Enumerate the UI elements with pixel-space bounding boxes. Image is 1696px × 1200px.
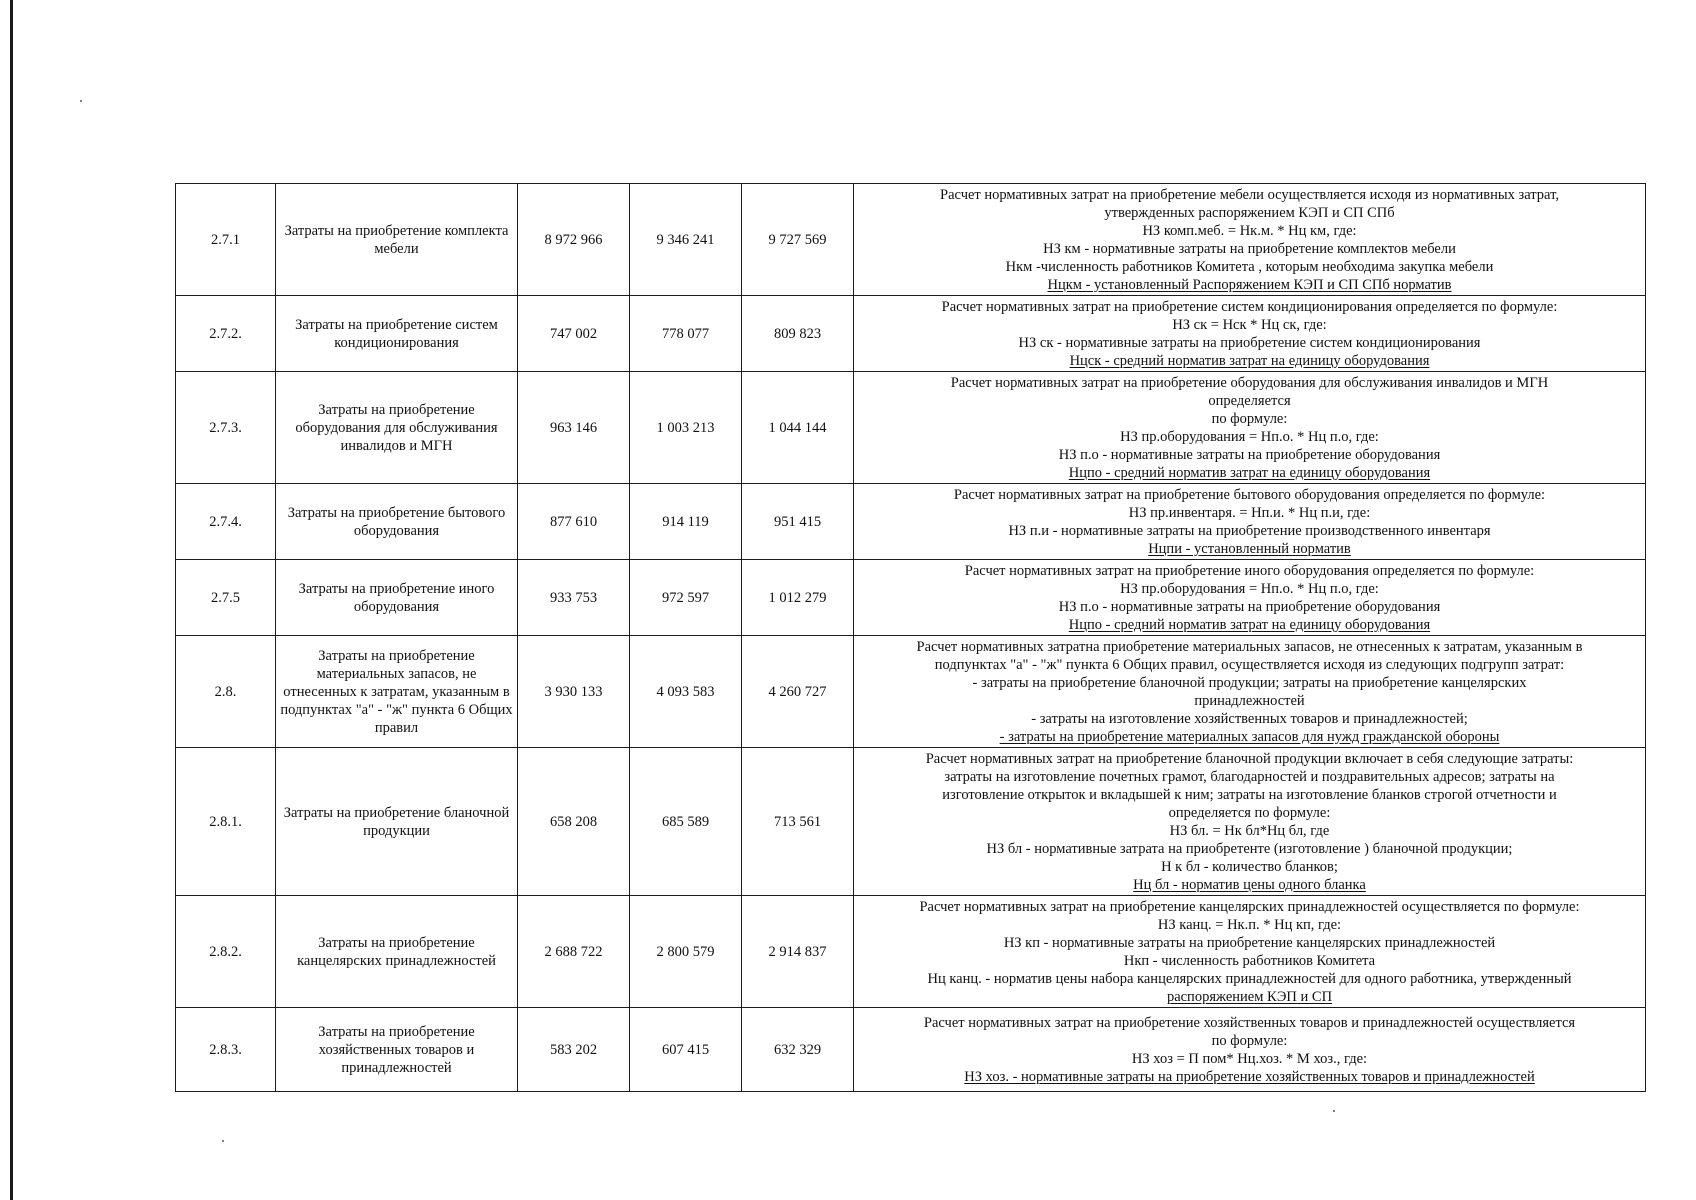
- row-expense-name: Затраты на приобретение материальных запасов, не отнесенных к затратам, указанным в подпунктах "а" - "ж" пункта 6 Общих правил: [276, 636, 518, 748]
- row-amount-year-2: 685 589: [630, 748, 742, 896]
- row-code: 2.8.1.: [176, 748, 276, 896]
- table-row: [176, 748, 1646, 896]
- row-amount-year-2: 1 003 213: [630, 372, 742, 484]
- description-line: Нцпи - установленный норматив: [1148, 540, 1351, 557]
- table-row: [176, 1008, 1646, 1092]
- row-amount-year-2: 607 415: [630, 1008, 742, 1092]
- row-calculation-description: [854, 372, 1646, 484]
- description-line: утвержденных распоряжением КЭП и СП СПб: [1104, 204, 1395, 221]
- table-row: [176, 896, 1646, 1008]
- description-line: Нцпо - средний норматив затрат на единицу оборудования: [1068, 464, 1431, 481]
- description-line: НЗ пр.оборудования = Нп.о. * Нц п.о, где:: [1120, 580, 1379, 597]
- row-amount-year-2: 778 077: [630, 296, 742, 372]
- row-code: 2.8.: [176, 636, 276, 748]
- description-line: НЗ п.о - нормативные затраты на приобретение оборудования: [1058, 446, 1441, 463]
- row-calculation-description: [854, 636, 1646, 748]
- description-line: Нцкм - установленный Распоряжением КЭП и СП СПб норматив: [1047, 276, 1452, 293]
- description-line: Нкп - численность работников Комитета: [1123, 952, 1376, 969]
- scan-speck: [222, 1140, 224, 1142]
- description-line: Расчет нормативных затратна приобретение материальных запасов, не отнесенных к затратам, указанным в: [916, 638, 1583, 655]
- row-expense-name: Затраты на приобретение бланочной продукции: [276, 748, 518, 896]
- description-line: Расчет нормативных затрат на приобретение мебели осуществляется исходя из нормативных затрат,: [940, 186, 1559, 203]
- row-expense-name: Затраты на приобретение оборудования для обслуживания инвалидов и МГН: [276, 372, 518, 484]
- row-amount-year-3: 809 823: [742, 296, 854, 372]
- description-line: НЗ бл. = Нк бл*Нц бл, где: [1169, 822, 1330, 839]
- row-amount-year-3: 1 044 144: [742, 372, 854, 484]
- row-amount-year-1: 877 610: [518, 484, 630, 560]
- row-amount-year-1: 3 930 133: [518, 636, 630, 748]
- row-amount-year-3: 951 415: [742, 484, 854, 560]
- row-amount-year-1: 933 753: [518, 560, 630, 636]
- description-line: НЗ пр.оборудования = Нп.о. * Нц п.о, где:: [1120, 428, 1379, 445]
- scan-left-edge: [10, 0, 13, 1200]
- scan-speck: [1333, 1110, 1335, 1112]
- description-line: подпунктах "а" - "ж" пункта 6 Общих правил, осуществляется исходя из следующих подгрупп затрат:: [934, 656, 1565, 673]
- row-expense-name: Затраты на приобретение канцелярских принадлежностей: [276, 896, 518, 1008]
- description-line: Расчет нормативных затрат на приобретение бытового оборудования определяется по формуле:: [953, 486, 1546, 503]
- table-row: [176, 560, 1646, 636]
- description-line: по формуле:: [1211, 410, 1288, 427]
- description-line: Нц бл - норматив цены одного бланка: [1133, 876, 1366, 893]
- budget-table: [175, 183, 1646, 1092]
- description-line: Расчет нормативных затрат на приобретение бланочной продукции включает в себя следующие затраты:: [925, 750, 1574, 767]
- row-amount-year-1: 747 002: [518, 296, 630, 372]
- row-calculation-description: [854, 484, 1646, 560]
- description-line: НЗ бл - нормативные затрата на приобретенте (изготовление ) бланочной продукции;: [986, 840, 1513, 857]
- row-code: 2.8.3.: [176, 1008, 276, 1092]
- row-calculation-description: [854, 748, 1646, 896]
- row-expense-name: Затраты на приобретение иного оборудования: [276, 560, 518, 636]
- row-calculation-description: [854, 896, 1646, 1008]
- description-line: затраты на изготовление почетных грамот, благодарностей и поздравительных адресов; затраты на: [944, 768, 1555, 785]
- row-expense-name: Затраты на приобретение систем кондиционирования: [276, 296, 518, 372]
- description-line: Расчет нормативных затрат на приобретение хозяйственных товаров и принадлежностей осуществляется: [923, 1014, 1576, 1031]
- row-code: 2.7.4.: [176, 484, 276, 560]
- row-expense-name: Затраты на приобретение хозяйственных товаров и принадлежностей: [276, 1008, 518, 1092]
- row-amount-year-3: 1 012 279: [742, 560, 854, 636]
- description-line: НЗ ск - нормативные затраты на приобретение систем кондиционирования: [1018, 334, 1481, 351]
- description-line: НЗ ск = Нск * Нц ск, где:: [1172, 316, 1327, 333]
- scan-speck: [80, 100, 82, 102]
- description-line: - затраты на изготовление хозяйственных товаров и принадлежностей;: [1031, 710, 1468, 727]
- table-row: [176, 184, 1646, 296]
- description-line: - затраты на приобретение материалных запасов для нужд гражданской обороны: [999, 728, 1500, 745]
- row-amount-year-1: 658 208: [518, 748, 630, 896]
- description-line: изготовление открыток и вкладышей к ним; затраты на изготовление бланков строгой отчетности и: [942, 786, 1557, 803]
- row-calculation-description: [854, 1008, 1646, 1092]
- row-calculation-description: [854, 296, 1646, 372]
- description-line: Н к бл - количество бланков;: [1161, 858, 1338, 875]
- table-row: [176, 484, 1646, 560]
- row-calculation-description: [854, 184, 1646, 296]
- description-line: НЗ п.о - нормативные затраты на приобретение оборудования: [1058, 598, 1441, 615]
- description-line: НЗ пр.инвентаря. = Нп.и. * Нц п.и, где:: [1128, 504, 1371, 521]
- row-amount-year-1: 2 688 722: [518, 896, 630, 1008]
- row-code: 2.7.5: [176, 560, 276, 636]
- description-line: НЗ хоз. - нормативные затраты на приобретение хозяйственных товаров и принадлежностей: [964, 1068, 1535, 1085]
- row-amount-year-2: 9 346 241: [630, 184, 742, 296]
- description-line: по формуле:: [1211, 1032, 1288, 1049]
- row-expense-name: Затраты на приобретение бытового оборудования: [276, 484, 518, 560]
- description-line: Нцпо - средний норматив затрат на единицу оборудования: [1068, 616, 1431, 633]
- description-line: Расчет нормативных затрат на приобретение иного оборудования определяется по формуле:: [964, 562, 1535, 579]
- row-amount-year-3: 4 260 727: [742, 636, 854, 748]
- description-line: НЗ канц. = Нк.п. * Нц кп, где:: [1157, 916, 1342, 933]
- row-code: 2.7.1: [176, 184, 276, 296]
- description-line: Нцск - средний норматив затрат на единицу оборудования: [1069, 352, 1430, 369]
- row-calculation-description: [854, 560, 1646, 636]
- table-row: [176, 372, 1646, 484]
- row-amount-year-2: 4 093 583: [630, 636, 742, 748]
- table-row: [176, 296, 1646, 372]
- description-line: Нц канц. - норматив цены набора канцелярских принадлежностей для одного работника, утвержденный: [927, 970, 1572, 987]
- row-code: 2.7.2.: [176, 296, 276, 372]
- row-amount-year-1: 8 972 966: [518, 184, 630, 296]
- description-line: НЗ кп - нормативные затраты на приобретение канцелярских принадлежностей: [1003, 934, 1496, 951]
- row-amount-year-3: 713 561: [742, 748, 854, 896]
- row-amount-year-1: 963 146: [518, 372, 630, 484]
- description-line: Расчет нормативных затрат на приобретение систем кондиционирования определяется по формуле:: [941, 298, 1558, 315]
- description-line: принадлежностей: [1194, 692, 1305, 709]
- row-code: 2.8.2.: [176, 896, 276, 1008]
- table-body: [176, 184, 1646, 1092]
- description-line: Расчет нормативных затрат на приобретение оборудования для обслуживания инвалидов и МГН: [950, 374, 1549, 391]
- row-amount-year-2: 972 597: [630, 560, 742, 636]
- description-line: определяется по формуле:: [1168, 804, 1331, 821]
- description-line: определяется: [1208, 392, 1291, 409]
- row-code: 2.7.3.: [176, 372, 276, 484]
- table-row: [176, 636, 1646, 748]
- row-amount-year-2: 914 119: [630, 484, 742, 560]
- row-amount-year-1: 583 202: [518, 1008, 630, 1092]
- description-line: распоряжением КЭП и СП: [1166, 988, 1333, 1005]
- row-amount-year-2: 2 800 579: [630, 896, 742, 1008]
- row-expense-name: Затраты на приобретение комплекта мебели: [276, 184, 518, 296]
- description-line: - затраты на приобретение бланочной продукции; затраты на приобретение канцелярских: [972, 674, 1527, 691]
- description-line: НЗ хоз = П пом* Нц.хоз. * М хоз., где:: [1131, 1050, 1368, 1067]
- row-amount-year-3: 2 914 837: [742, 896, 854, 1008]
- description-line: НЗ комп.меб. = Нк.м. * Нц км, где:: [1142, 222, 1357, 239]
- description-line: НЗ п.и - нормативные затраты на приобретение производственного инвентаря: [1008, 522, 1491, 539]
- row-amount-year-3: 632 329: [742, 1008, 854, 1092]
- description-line: НЗ км - нормативные затраты на приобретение комплектов мебели: [1043, 240, 1456, 257]
- row-amount-year-3: 9 727 569: [742, 184, 854, 296]
- description-line: Расчет нормативных затрат на приобретение канцелярских принадлежностей осуществляется по формуле:: [919, 898, 1580, 915]
- description-line: Нкм -численность работников Комитета , которым необходима закупка мебели: [1005, 258, 1494, 275]
